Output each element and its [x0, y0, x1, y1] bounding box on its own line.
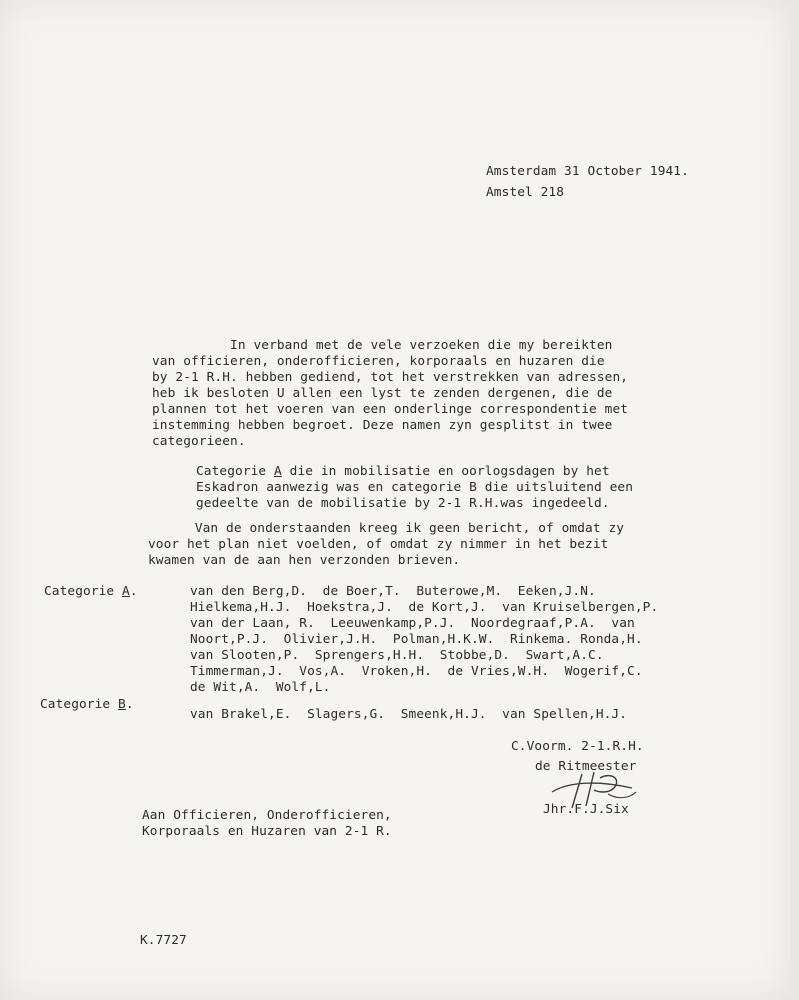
name-row: de Wit,A. Wolf,L. [190, 680, 331, 695]
intro-line: heb ik besloten U allen een lyst te zenden dergenen, die de [152, 386, 613, 401]
category-paragraph [196, 464, 633, 512]
category-line: Categorie A die in mobilisatie en oorlogsdagen by het [196, 464, 610, 479]
intro-line: van officieren, onderofficieren, korporaals en huzaren die [152, 354, 605, 369]
name-row: Timmerman,J. Vos,A. Vroken,H. de Vries,W.H. Wogerif,C. [190, 664, 643, 679]
name-row: Hielkema,H.J. Hoekstra,J. de Kort,J. van Kruiselbergen,P. [190, 600, 659, 615]
notice-paragraph [148, 521, 624, 569]
category-a-label: Categorie A. [44, 584, 138, 599]
notice-line: Van de onderstaanden kreeg ik geen bericht, of omdat zy [148, 521, 625, 536]
closing-line-1: C.Voorm. 2-1.R.H. [511, 739, 644, 754]
name-row: van Slooten,P. Sprengers,H.H. Stobbe,D. Swart,A.C. [190, 648, 604, 663]
category-line: Eskadron aanwezig was en categorie B die uitsluitend een [196, 480, 634, 495]
name-row: Noort,P.J. Olivier,J.H. Polman,H.K.W. Rinkema. Ronda,H. [190, 632, 643, 647]
category-b-names: van Brakel,E. Slagers,G. Smeenk,H.J. van Spellen,H.J. [190, 707, 628, 722]
date-line: Amsterdam 31 October 1941. [486, 164, 689, 179]
category-line: gedeelte van de mobilisatie by 2-1 R.H.was ingedeeld. [196, 496, 610, 511]
address-line: Amstel 218 [486, 185, 565, 200]
addressee-line: Korporaals en Huzaren van 2-1 R. [142, 824, 392, 839]
reference-number: K.7727 [140, 933, 187, 948]
closing-line-2: de Ritmeester [535, 759, 637, 774]
notice-line: kwamen van de aan hen verzonden brieven. [148, 553, 461, 568]
addressee-block [142, 808, 392, 840]
category-a-names [190, 584, 658, 696]
name-row: van der Laan, R. Leeuwenkamp,P.J. Noordegraaf,P.A. van [190, 616, 635, 631]
intro-line: by 2-1 R.H. hebben gediend, tot het verstrekken van adressen, [152, 370, 629, 385]
notice-line: voor het plan niet voelden, of omdat zy nimmer in het bezit [148, 537, 609, 552]
name-row: van den Berg,D. de Boer,T. Buterowe,M. Eeken,J.N. [190, 584, 596, 599]
intro-line: instemming hebben begroet. Deze namen zyn gesplitst in twee [152, 418, 613, 433]
intro-line: plannen tot het voeren van een onderlinge correspondentie met [152, 402, 629, 417]
signature-name: Jhr.F.J.Six [543, 802, 629, 817]
intro-line: In verband met de vele verzoeken die my bereikten [152, 338, 613, 353]
addressee-line: Aan Officieren, Onderofficieren, [142, 808, 392, 823]
intro-line: categorieen. [152, 434, 246, 449]
intro-paragraph [152, 338, 628, 450]
category-b-label: Categorie B. [40, 697, 134, 712]
